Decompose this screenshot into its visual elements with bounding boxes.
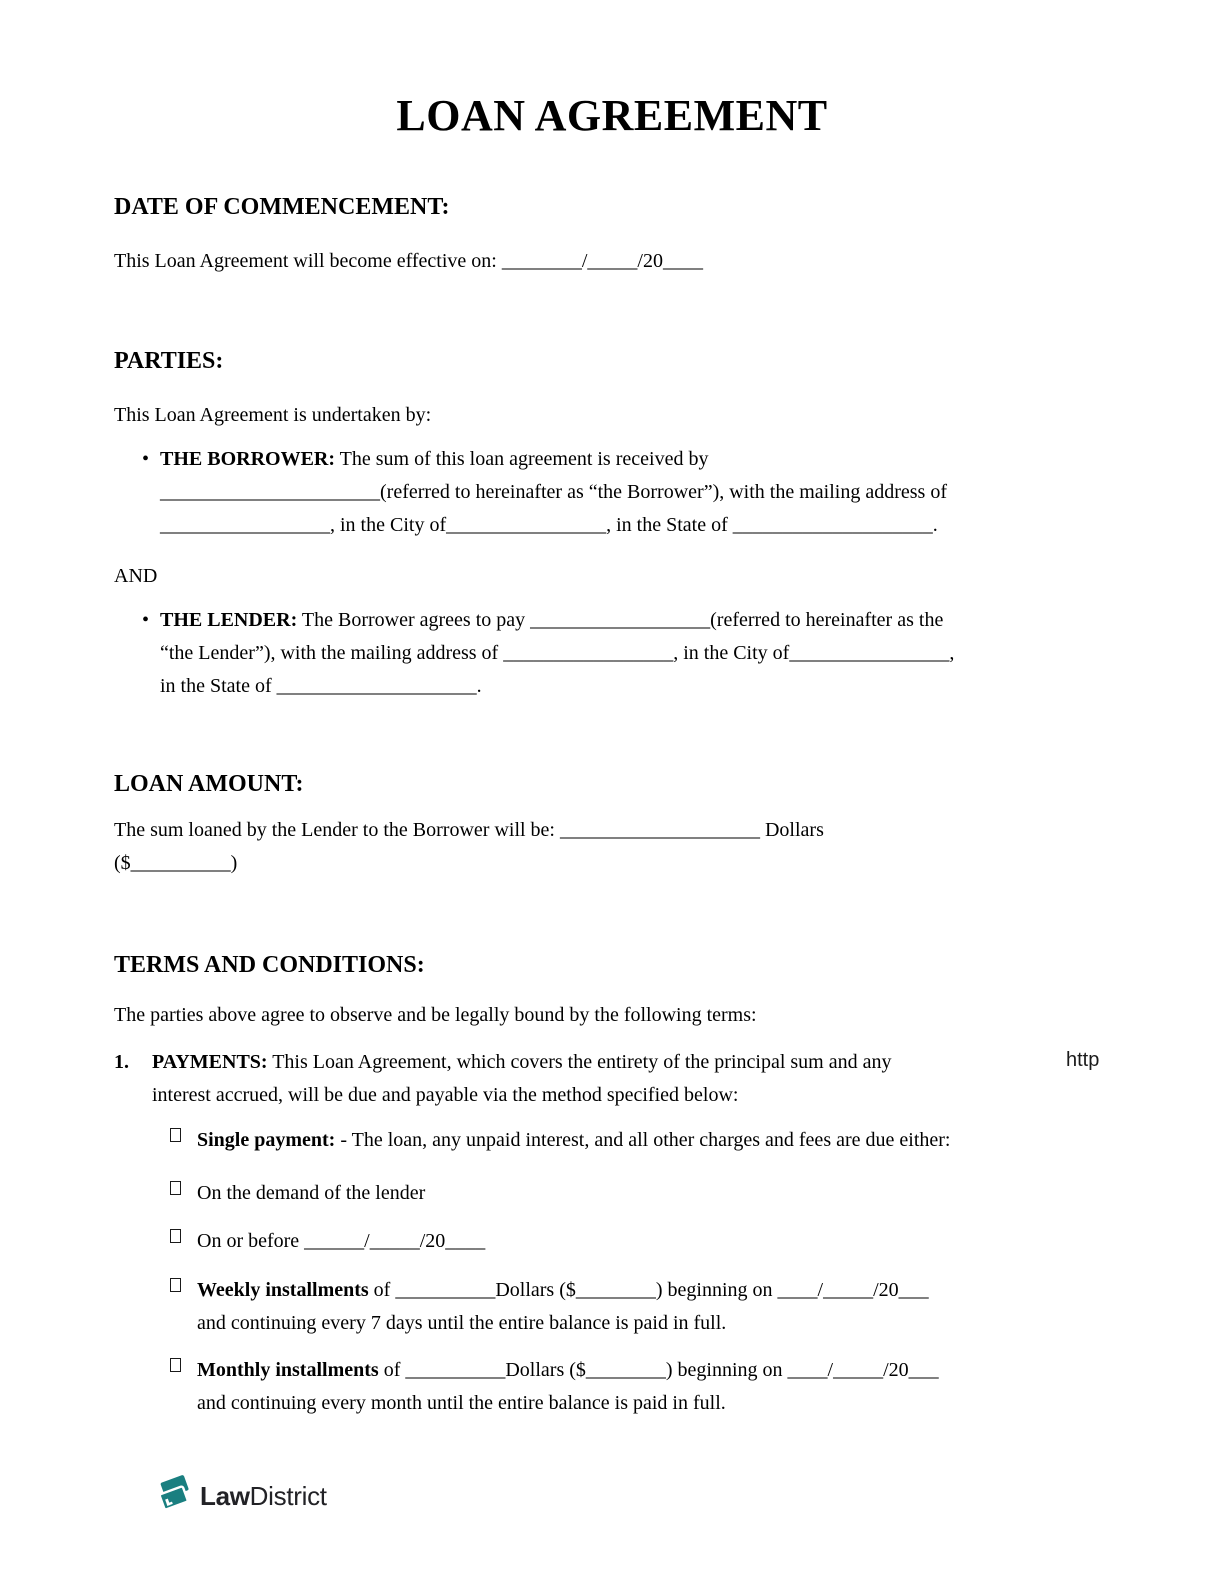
parties-intro-text: This Loan Agreement is undertaken by:	[114, 404, 432, 426]
lender-label: THE LENDER:	[160, 609, 298, 631]
list-number: 1.	[114, 1051, 129, 1073]
loan-amount-line-1: The sum loaned by the Lender to the Borrower will be: ____________________ Dollars	[114, 819, 824, 841]
option-label: Monthly installments	[197, 1359, 379, 1381]
lender-clause	[114, 604, 1110, 703]
payments-clause	[114, 1046, 1110, 1112]
checkbox-icon[interactable]	[170, 1128, 181, 1142]
payments-label: PAYMENTS:	[152, 1051, 268, 1073]
checkbox-icon[interactable]	[170, 1229, 181, 1243]
lawdistrict-logo-icon	[154, 1474, 196, 1518]
payment-option-on-demand: On the demand of the lender	[114, 1177, 1110, 1210]
checkbox-icon[interactable]	[170, 1181, 181, 1195]
option-label: Single payment:	[197, 1129, 336, 1151]
http-artifact-text: http	[1066, 1049, 1100, 1071]
payment-option-on-or-before: On or before ______/_____/20____	[114, 1225, 1110, 1258]
loan-amount-line-2: ($__________)	[114, 852, 238, 874]
payments-clause-line-1: PAYMENTS: This Loan Agreement, which covers the entirety of the principal sum and any	[152, 1051, 892, 1073]
loan-amount-heading: LOAN AMOUNT:	[114, 771, 304, 797]
loan-amount-text	[114, 814, 1110, 880]
lawdistrict-logo	[154, 1474, 554, 1518]
payment-option-monthly-installments: Monthly installments of __________Dollars ($________) beginning on ____/_____/20___ and continuing every month until the entire balance is paid in full.	[114, 1354, 1110, 1420]
borrower-clause-line-2: ______________________(referred to hereinafter as “the Borrower”), with the mailing address of	[160, 481, 947, 503]
parties-heading: PARTIES:	[114, 348, 224, 374]
borrower-label: THE BORROWER:	[160, 448, 336, 470]
lawdistrict-wordmark: LawDistrict	[200, 1480, 327, 1511]
lender-clause-line-1: THE LENDER: The Borrower agrees to pay __________________(referred to hereinafter as the	[160, 609, 944, 631]
date-of-commencement-text: This Loan Agreement will become effective on: ________/_____/20____	[114, 250, 703, 272]
date-of-commencement-heading: DATE OF COMMENCEMENT:	[114, 194, 450, 220]
terms-intro-text: The parties above agree to observe and be legally bound by the following terms:	[114, 1004, 757, 1026]
lender-clause-line-2: “the Lender”), with the mailing address of _________________, in the City of________________,	[160, 642, 955, 664]
payment-option-weekly-installments: Weekly installments of __________Dollars ($________) beginning on ____/_____/20___ and continuing every 7 days until the entire balance is paid in full.	[114, 1274, 1110, 1340]
borrower-clause-line-1: THE BORROWER: The sum of this loan agreement is received by	[160, 448, 709, 470]
checkbox-icon[interactable]	[170, 1278, 181, 1292]
checkbox-icon[interactable]	[170, 1358, 181, 1372]
document-title: LOAN AGREEMENT	[396, 91, 828, 140]
lender-clause-line-3: in the State of ____________________.	[160, 675, 482, 697]
and-conjunction-text: AND	[114, 565, 158, 587]
bullet-icon: •	[142, 448, 150, 470]
bullet-icon: •	[142, 609, 150, 631]
payments-clause-line-2: interest accrued, will be due and payable via the method specified below:	[152, 1084, 739, 1106]
terms-and-conditions-heading: TERMS AND CONDITIONS:	[114, 952, 425, 978]
borrower-clause-line-3: _________________, in the City of________________, in the State of ____________________.	[160, 514, 938, 536]
payment-option-single-payment: Single payment: - The loan, any unpaid interest, and all other charges and fees are due either:	[114, 1124, 1110, 1157]
borrower-clause	[114, 443, 1110, 542]
option-label: Weekly installments	[197, 1279, 369, 1301]
